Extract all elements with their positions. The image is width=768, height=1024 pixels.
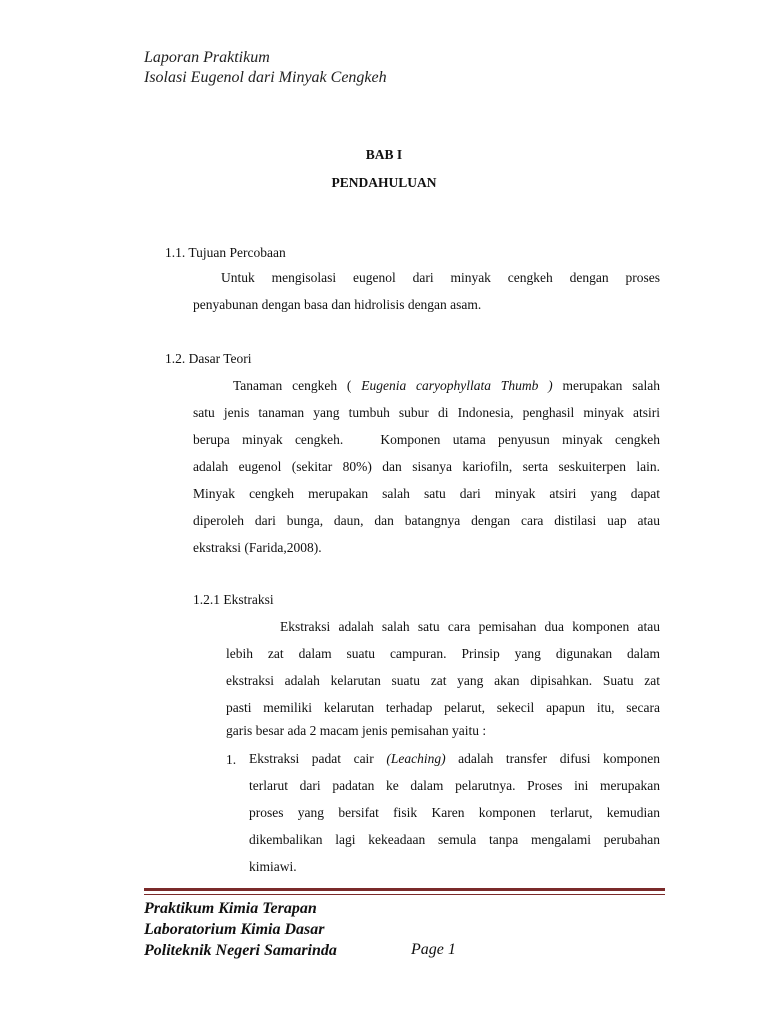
page-footer [144, 898, 337, 961]
paragraph-line: terlarut dari padatan ke dalam pelarutnya. Proses ini merupakan [249, 778, 660, 793]
paragraph-line [249, 745, 660, 772]
chapter-number: BAB I [365, 147, 403, 162]
chapter-title: PENDAHULUAN [331, 175, 437, 190]
page-header [144, 48, 387, 88]
header-report-title: Isolasi Eugenol dari Minyak Cengkeh [144, 69, 387, 86]
list-item-text [249, 745, 660, 880]
footer-lab: Laboratorium Kimia Dasar [144, 921, 325, 938]
paragraph-line: pasti memiliki kelarutan terhadap pelarut, sekecil apapun itu, secara [226, 700, 660, 715]
section-1-2-1-paragraph [226, 613, 660, 741]
paragraph-line: berupa minyak cengkeh. Komponen utama penyusun minyak cengkeh [193, 432, 660, 447]
text-run: Tanaman cengkeh ( [233, 378, 362, 393]
section-1-2-1-heading: 1.2.1 Ekstraksi [193, 592, 274, 607]
text-run: merupakan salah [552, 378, 660, 393]
footer-course: Praktikum Kimia Terapan [144, 900, 317, 917]
paragraph-line: adalah eugenol (sekitar 80%) dan sisanya kariofiln, serta seskuiterpen lain. [193, 459, 660, 474]
section-1-2-paragraph [193, 372, 660, 561]
paragraph-line: ekstraksi adalah kelarutan suatu zat yang akan dipisahkan. Suatu zat [226, 673, 660, 688]
species-name: Eugenia caryophyllata Thumb ) [361, 378, 553, 393]
section-1-1-heading: 1.1. Tujuan Percobaan [165, 245, 286, 260]
paragraph-line: garis besar ada 2 macam jenis pemisahan yaitu : [226, 723, 487, 738]
paragraph-line: Untuk mengisolasi eugenol dari minyak cengkeh dengan proses [221, 270, 660, 285]
list-item-number: 1. [226, 752, 237, 767]
paragraph-line: ekstraksi (Farida,2008). [193, 540, 322, 555]
section-1-2-heading: 1.2. Dasar Teori [165, 351, 252, 366]
paragraph-line: diperoleh dari bunga, daun, dan batangnya dengan cara distilasi uap atau [193, 513, 660, 528]
paragraph-line [193, 372, 660, 399]
paragraph-line: Minyak cengkeh merupakan salah satu dari minyak atsiri yang dapat [193, 486, 660, 501]
footer-rule-thick [144, 888, 665, 891]
text-run: adalah transfer difusi komponen [445, 751, 660, 766]
footer-institution: Politeknik Negeri Samarinda [144, 942, 337, 959]
paragraph-line: penyabunan dengan basa dan hidrolisis dengan asam. [193, 297, 482, 312]
paragraph-line: kimiawi. [249, 859, 297, 874]
paragraph-line: lebih zat dalam suatu campuran. Prinsip yang digunakan dalam [226, 646, 660, 661]
paragraph-line: proses yang bersifat fisik Karen komponen terlarut, kemudian [249, 805, 660, 820]
section-1-1-paragraph [193, 264, 660, 318]
header-report-type: Laporan Praktikum [144, 49, 270, 66]
page-number: Page 1 [411, 941, 456, 958]
text-run: Ekstraksi padat cair [249, 751, 387, 766]
paragraph-line: dikembalikan lagi kekeadaan semula tanpa mengalami perubahan [249, 832, 660, 847]
paragraph-line: satu jenis tanaman yang tumbuh subur di Indonesia, penghasil minyak atsiri [193, 405, 660, 420]
term-italic: (Leaching) [386, 751, 446, 766]
footer-rule-thin [144, 894, 665, 895]
paragraph-line: Ekstraksi adalah salah satu cara pemisahan dua komponen atau [280, 619, 660, 634]
